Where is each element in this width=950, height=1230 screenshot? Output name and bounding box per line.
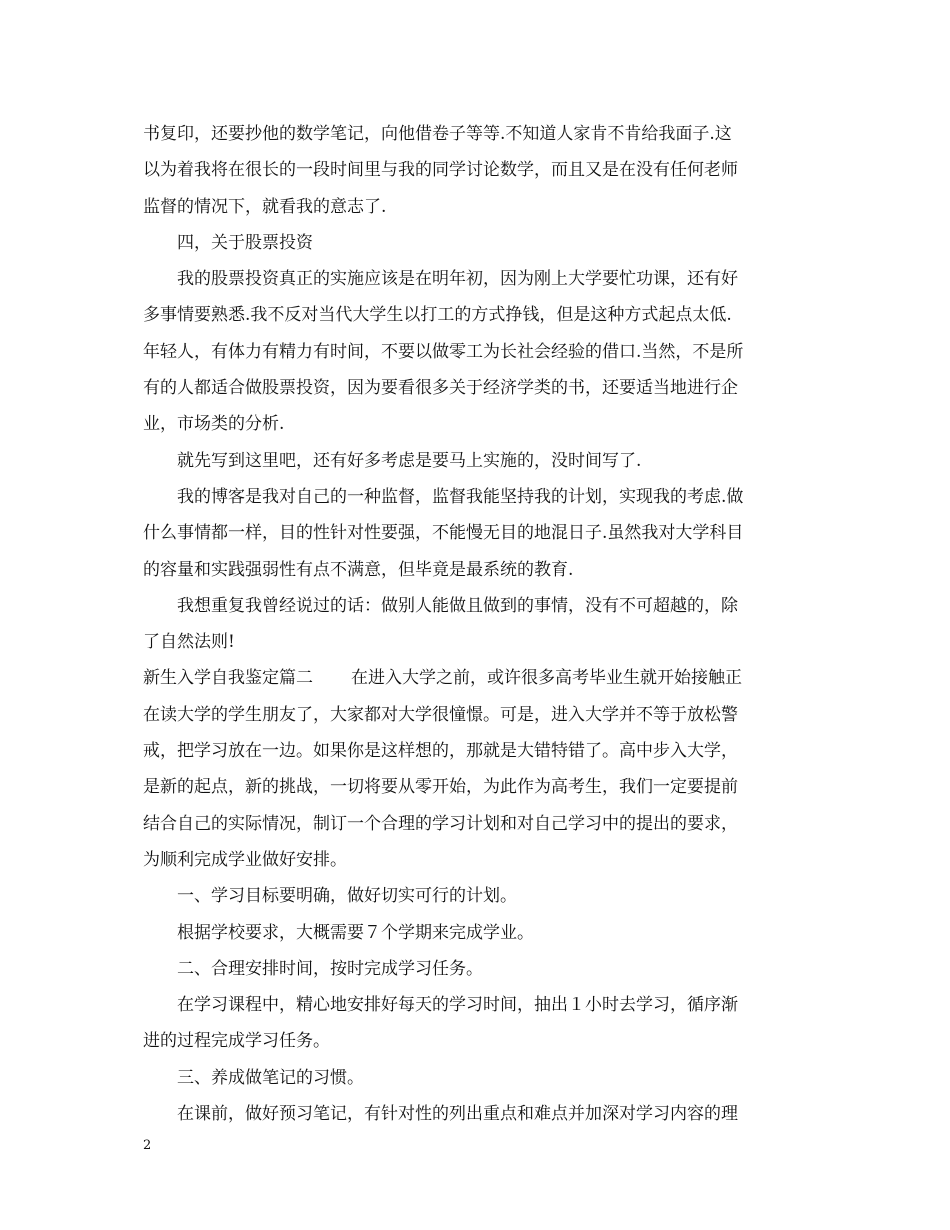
text-line: 监督的情况下，就看我的意志了.: [143, 196, 387, 217]
text-line: 结合自己的实际情况，制订一个合理的学习计划和对自己学习中的提出的要求，: [143, 813, 738, 834]
text-line: 的容量和实践强弱性有点不满意，但毕竟是最系统的教育.: [143, 559, 574, 580]
paragraph-block-part-two: [143, 697, 813, 1133]
text-line: 戒，把学习放在一边。如果你是这样想的，那就是大错特错了。高中步入大学，: [143, 741, 738, 762]
section-title: 新生入学自我鉴定篇二: [143, 668, 313, 689]
text-line: 以为着我将在很长的一段时间里与我的同学讨论数学，而且又是在没有任何老师: [143, 160, 738, 181]
text-line: 什么事情都一样，目的性针对性要强，不能慢无目的地混日子.虽然我对大学科目: [143, 523, 744, 544]
text-line: 是新的起点，新的挑战，一切将要从零开始，为此作为高考生，我们一定要提前: [143, 777, 738, 798]
text-line: 年轻人，有体力有精力有时间，不要以做零工为长社会经验的借口.当然，不是所: [143, 341, 744, 362]
text-line: 二、合理安排时间，按时完成学习任务。: [177, 958, 483, 979]
section-first-line: 在进入大学之前，或许很多高考毕业生就开始接触正: [351, 668, 742, 689]
text-line: 我想重复我曾经说过的话：做别人能做且做到的事情，没有不可超越的，除: [177, 595, 738, 616]
text-line: 书复印，还要抄他的数学笔记，向他借卷子等等.不知道人家肯不肯给我面子.这: [143, 124, 732, 144]
text-line: 我的股票投资真正的实施应该是在明年初，因为刚上大学要忙功课，还有好: [177, 269, 738, 290]
text-line: 在课前，做好预习笔记，有针对性的列出重点和难点并加深对学习内容的理: [177, 1104, 738, 1125]
text-line: 三、养成做笔记的习惯。: [177, 1067, 364, 1088]
text-line: 根据学校要求，大概需要７个学期来完成学业。: [177, 922, 534, 943]
text-line: 业，市场类的分析.: [143, 414, 285, 435]
text-line: 进的过程完成学习任务。: [143, 1031, 330, 1052]
paragraph-block-part-one: [143, 116, 813, 660]
text-line: 为顺利完成学业做好安排。: [143, 849, 347, 870]
text-line: 多事情要熟悉.我不反对当代大学生以打工的方式挣钱，但是这种方式起点太低.: [143, 305, 732, 326]
text-line: 在读大学的学生朋友了，大家都对大学很憧憬。可是，进入大学并不等于放松警: [143, 704, 738, 725]
text-line: 了自然法则!: [143, 632, 235, 653]
text-line: 我的博客是我对自己的一种监督，监督我能坚持我的计划，实现我的考虑.做: [177, 486, 744, 507]
text-line: 在学习课程中，精心地安排好每天的学习时间，抽出１小时去学习，循序渐: [177, 995, 738, 1016]
text-line: 有的人都适合做股票投资，因为要看很多关于经济学类的书，还要适当地进行企: [143, 378, 738, 399]
text-line: 一、学习目标要明确，做好切实可行的计划。: [177, 886, 517, 907]
text-line: 就先写到这里吧，还有好多考虑是要马上实施的，没时间写了.: [177, 450, 642, 471]
section-heading-line: [143, 660, 813, 696]
document-body: [143, 116, 813, 1132]
text-line: 四，关于股票投资: [177, 232, 313, 253]
page-number: 2: [143, 1138, 152, 1153]
